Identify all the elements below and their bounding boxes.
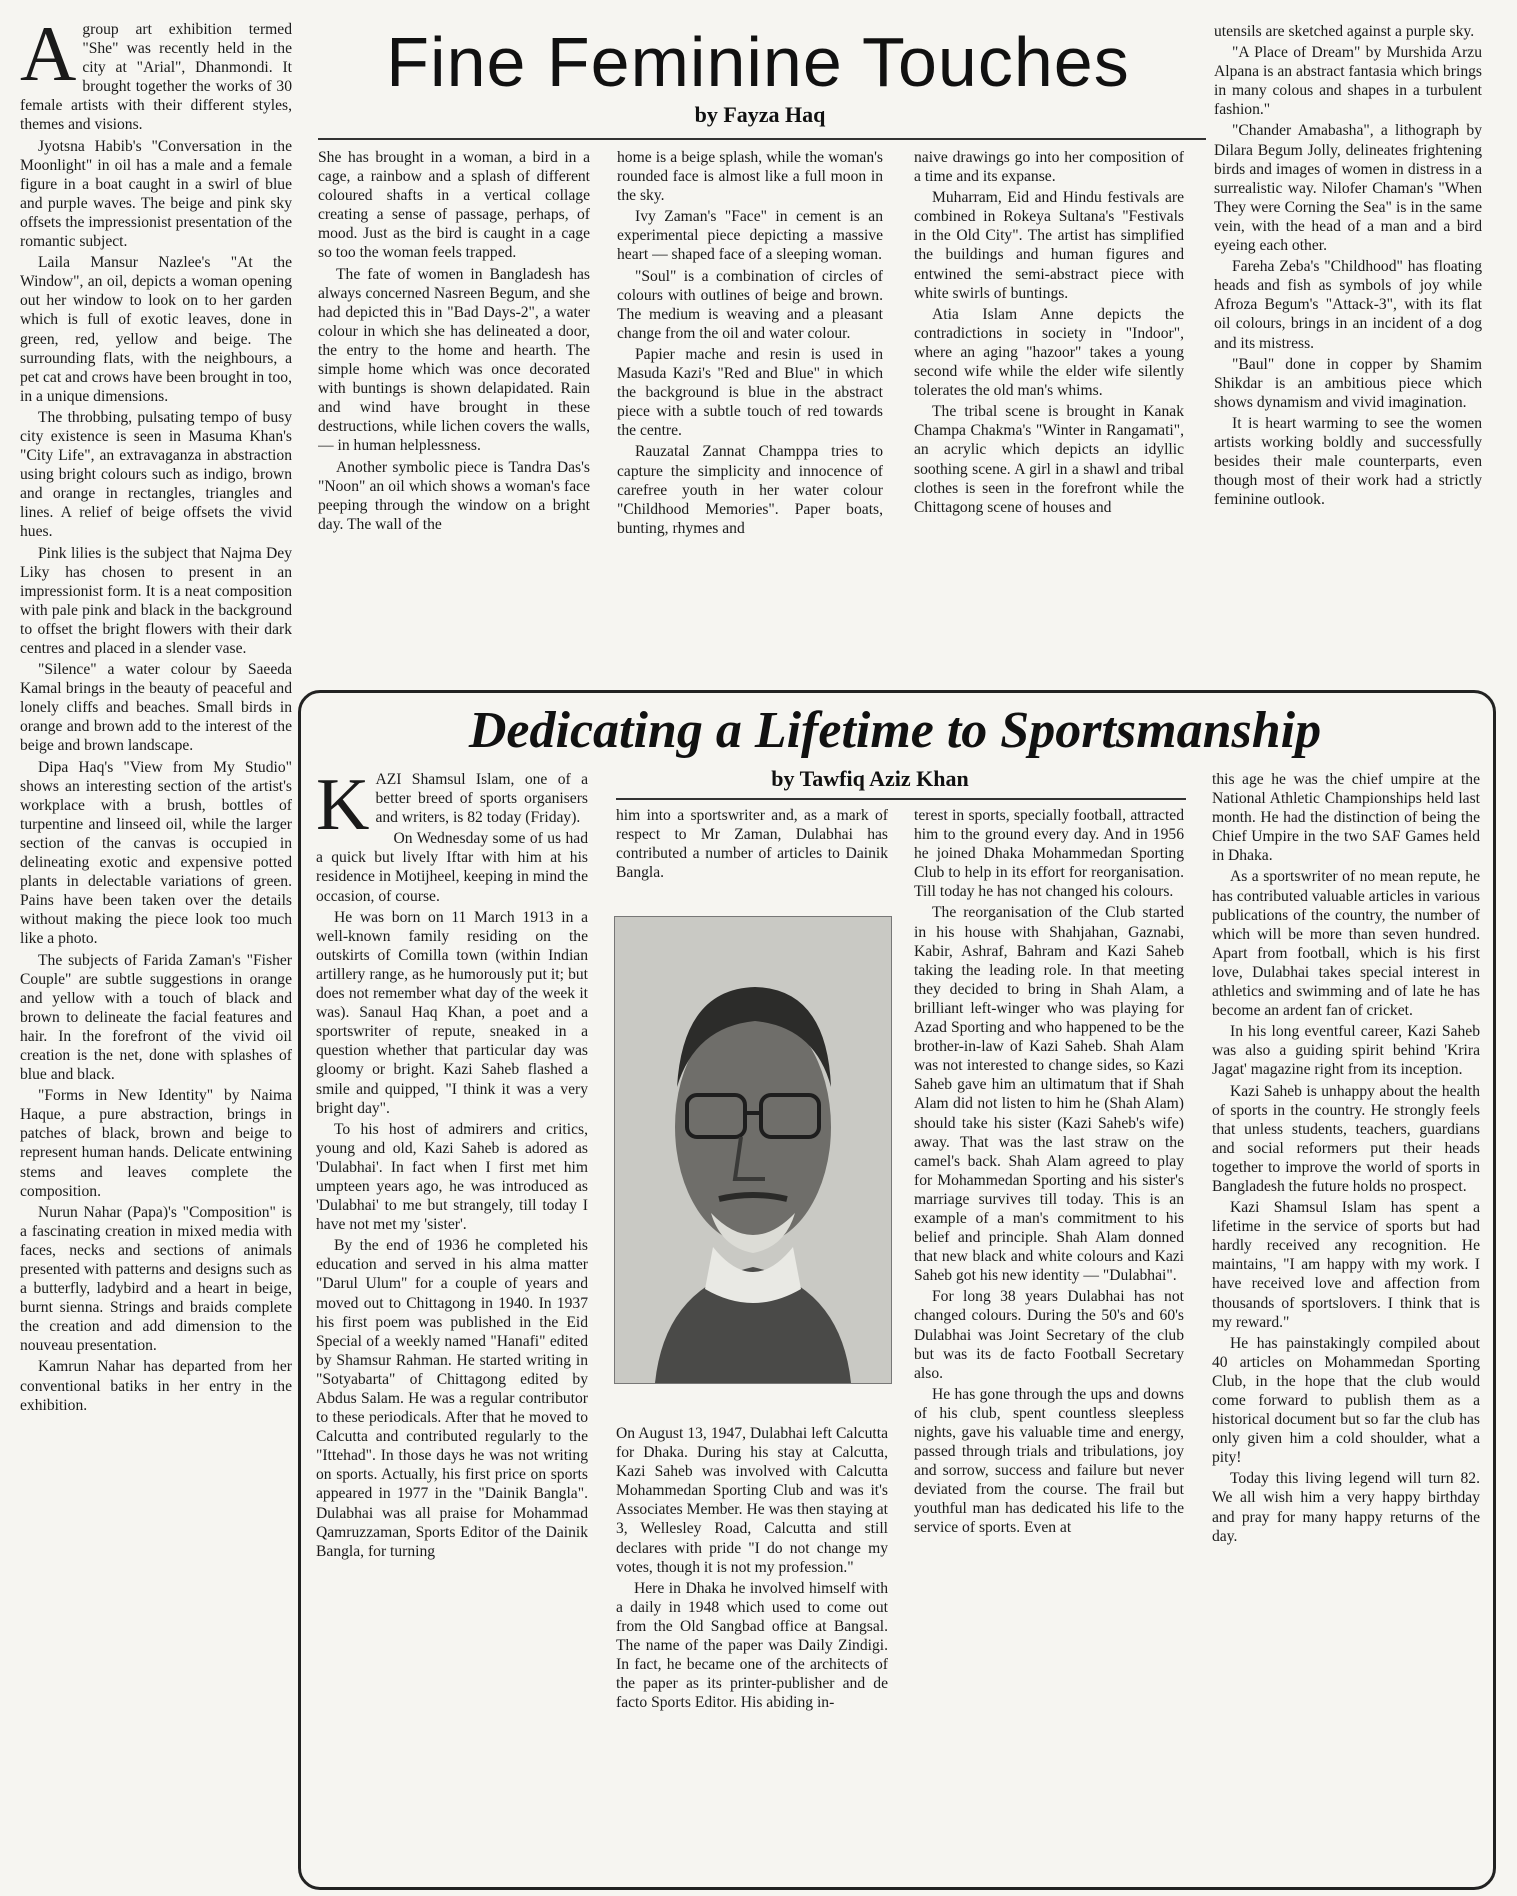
paragraph: Kamrun Nahar has departed from her conventional batiks in her entry in the exhibition.	[20, 1358, 292, 1414]
article1-column-2	[318, 148, 590, 674]
paragraph: Fareha Zeba's "Childhood" has floating heads and fish as symbols of joy while Afroza Begum's "Attack-3", with its flat oil colours, brings in an incident of a dog and its mistress.	[1214, 258, 1482, 352]
paragraph: He has painstakingly compiled about 40 articles on Mohammedan Sporting Club, in the hope that the club would come forward to publish them as a historical document but so far the club has only given him a cold shoulder, what a pity!	[1212, 1334, 1480, 1467]
paragraph: On Wednesday some of us had a quick but lively Iftar with him at his residence in Motijheel, keeping in mind the occasion, of course.	[316, 830, 588, 905]
article2-column-3	[914, 806, 1184, 1870]
paragraph: It is heart warming to see the women artists working boldly and successfully besides their male counterparts, even though most of their work had a strictly feminine outlook.	[1214, 414, 1482, 509]
article-headline-dedicating-a-lifetime: Dedicating a Lifetime to Sportsmanship	[468, 702, 1322, 759]
article1-column-3	[617, 148, 883, 674]
paragraph: Another symbolic piece is Tandra Das's "Noon" an oil which shows a woman's face peeping through the window on a bright day. The wall of the	[318, 458, 590, 533]
article1-column-1	[20, 20, 292, 1860]
paragraph: In his long eventful career, Kazi Saheb was also a guiding spirit behind 'Krira Jagat' magazine right from its inception.	[1212, 1023, 1480, 1079]
article-headline-fine-feminine-touches: Fine Feminine Touches	[386, 23, 1130, 101]
portrait-photo-kazi-shamsul-islam	[614, 916, 892, 1384]
byline-rule	[616, 798, 1186, 800]
paragraph: Kazi Saheb is unhappy about the health of sports in the country. He strongly feels that unless students, teachers, guardians and social reformers put their heads together to improve the world of sports in Bangladesh the future holds no prospect.	[1212, 1082, 1480, 1195]
article2-column-4	[1212, 770, 1480, 1870]
paragraph: Dipa Haq's "View from My Studio" shows an interesting section of the artist's workplace with a brush, bottles of turpentine and linseed oil, while the larger section of the canvas is occupied in delineating exotic and expensive potted plants in delectable variations of green. Pains have been taken over the details without making the piece look too much like a photo.	[20, 758, 292, 948]
article-byline-fayza-haq: by Fayza Haq	[694, 102, 826, 127]
paragraph: "Soul" is a combination of circles of colours with outlines of beige and brown. The medium is weaving and a pleasant change from the oil and water colour.	[617, 267, 883, 342]
paragraph: Laila Mansur Nazlee's "At the Window", an oil, depicts a woman opening out her window to look on to her garden which is full of exotic leaves, done in green, red, yellow and beige. The surrounding flats, with the neighbours, a pet cat and crows have been brought in too, in a unique dimensions.	[20, 254, 292, 405]
paragraph: By the end of 1936 he completed his education and served in his alma matter "Darul Ulum" for a couple of years and moved out to Chittagong in 1940. In 1937 his first poem was published in the Eid Special of a weekly named "Hanafi" edited by Shamsur Rahman. He started writing in "Sotyabarta" of Chittagong edited by Abdus Salam. He was a regular contributor to these periodicals. After that he moved to Calcutta and contributed regularly to the "Ittehad". In those days he was not writing on sports. Actually, his first price on sports appeared in 1977 in the "Dainik Bangla". Dulabhai was all praise for Mohammad Qamruzzaman, Sports Editor of the Dainik Bangla, for turning	[316, 1237, 588, 1560]
paragraph: Kazi Shamsul Islam has spent a lifetime in the service of sports but had hardly received any recognition. He maintains, "I am happy with my work. I have received love and affection from thousands of sportslovers. I think that is my reward."	[1212, 1199, 1480, 1331]
dropcap-letter: K	[316, 770, 370, 846]
article1-column-4	[914, 148, 1184, 674]
article2-column-2-top	[616, 806, 888, 906]
paragraph: Papier mache and resin is used in Masuda Kazi's "Red and Blue" in which the background is blue in the abstract piece with a subtle touch of red towards the centre.	[617, 345, 883, 440]
paragraph: home is a beige splash, while the woman's rounded face is almost like a full moon in the sky.	[617, 149, 883, 205]
dropcap-letter: A	[20, 20, 77, 97]
paragraph: He has gone through the ups and downs of his club, spent countless sleepless nights, gave his valuable time and energy, passed through trials and tribulations, joy and sorrow, success and failure but never deviated from the course. The frail but youthful man has dedicated his life to the service of sports. Even at	[914, 1385, 1184, 1537]
paragraph: As a sportswriter of no mean repute, he has contributed valuable articles in various publications of the country, the number of which will be more than seven hundred. Apart from football, which is his first love, Dulabhai takes special interest in athletics and swimming and of late he has become an ardent fan of cricket.	[1212, 868, 1480, 1020]
paragraph: utensils are sketched against a purple sky.	[1214, 23, 1475, 40]
paragraph: Pink lilies is the subject that Najma Dey Liky has chosen to present in an impressionist form. It is a neat composition with pale pink and black in the background to offset the bright flowers with their dark centres and placed in a slender vase.	[20, 544, 292, 657]
paragraph: The throbbing, pulsating tempo of busy city existence is seen in Masuma Khan's "City Life", an extravaganza in abstraction using bright colours such as indigo, brown and orange in rectangles, triangles and lines. A relief of beige offsets the vivid hues.	[20, 408, 292, 541]
paragraph: Rauzatal Zannat Champpa tries to capture the simplicity and innocence of carefree youth in her water colour "Childhood Memories". Paper boats, bunting, rhymes and	[617, 443, 883, 537]
paragraph: The reorganisation of the Club started in his house with Shahjahan, Gaznabi, Kabir, Ashraf, Bahram and Kazi Saheb taking the leading role. In that meeting they decided to bring in Shah Alam, a brilliant left-winger who was playing for Azad Sporting and who happened to be the brother-in-law of Kazi Saheb. Shah Alam was not interested to change sides, so Kazi Saheb gave him an ultimatum that if Shah Alam did not listen to him he (Shah Alam) should take his sister (Kazi Saheb's wife) away. That was the last straw on the camel's back. Shah Alam agreed to play for Mohammedan Sporting and his sister's marriage survives till today. This is an example of a man's commitment to his belief and principle. Shah Alam donned that new black and white colours and Kazi Saheb got his new identity — "Dulabhai".	[914, 904, 1184, 1285]
paragraph: To his host of admirers and critics, young and old, Kazi Saheb is adored as 'Dulabhai'. In fact when I first met him umpteen years ago, he was introduced as 'Dulabhai' to me but strangely, till today I have not met my 'sister'.	[316, 1120, 588, 1234]
paragraph: The tribal scene is brought in Kanak Champa Chakma's "Winter in Rangamati", an acrylic which depicts an idyllic soothing scene. A girl in a shawl and tribal clothes is seen in the forefront while the Chittagong scene of houses and	[914, 403, 1184, 516]
paragraph: "A Place of Dream" by Murshida Arzu Alpana is an abstract fantasia which brings in many colous and shapes in a turbulent fashion."	[1214, 44, 1482, 119]
paragraph: terest in sports, specially football, attracted him to the ground every day. And in 1956 he joined Dhaka Mohammedan Sporting Club to help in its effort for reorganisation. Till today he has not changed his colours.	[914, 807, 1184, 901]
portrait-illustration	[615, 917, 891, 1383]
paragraph: The fate of women in Bangladesh has always concerned Nasreen Begum, and she had depicted this in "Bad Days-2", a water colour in which she has delineated a door, the entry to the home and hearth. The simple home which was once decorated with buntings is shown delapidated. Rain and wind have brought in these destructions, while lichen covers the walls, — in human helplessness.	[318, 265, 590, 455]
paragraph: group art exhibition termed "She" was recently held in the city at "Arial", Dhanmondi. It brought together the works of 30 female artists with their different styles, themes and visions.	[20, 21, 292, 134]
paragraph: For long 38 years Dulabhai has not changed colours. During the 50's and 60's Dulabhai was Joint Secretary of the club but was its de facto Football Secretary also.	[914, 1288, 1184, 1382]
paragraph: "Chander Amabasha", a lithograph by Dilara Begum Jolly, delineates frightening birds and images of women in distress in a surrealistic way. Nilofer Chaman's "When They were Corning the Sea" is in the same vein, with the head of a man and a bird eyeing each other.	[1214, 122, 1482, 255]
article-byline-tawfiq-aziz-khan: by Tawfiq Aziz Khan	[771, 766, 969, 791]
paragraph: him into a sportswriter and, as a mark of respect to Mr Zaman, Dulabhai has contributed a number of articles to Dainik Bangla.	[616, 807, 888, 882]
paragraph: this age he was the chief umpire at the National Athletic Championships held last month. He had the distinction of being the Chief Umpire in the two SAF Games held in Dhaka.	[1212, 771, 1480, 865]
article1-column-5	[1214, 22, 1482, 674]
paragraph: Here in Dhaka he involved himself with a daily in 1948 which used to come out from the Old Sangbad office at Bangsal. The name of the paper was Daily Zindigi. In fact, he became one of the architects of the paper as its printer-publisher and de facto Sports Editor. His abiding in-	[616, 1579, 888, 1712]
paragraph: She has brought in a woman, a bird in a cage, a rainbow and a splash of different coloured shafts in a vertical collage creating a sense of passage, perhaps, of mood. Just as the bird is caught in a cage so too the woman feels trapped.	[318, 149, 590, 262]
paragraph: Muharram, Eid and Hindu festivals are combined in Rokeya Sultana's "Festivals in the Old City". The artist has simplified the buildings and human figures and entwined the semi-abstract piece with white swirls of buntings.	[914, 189, 1184, 302]
paragraph: "Silence" a water colour by Saeeda Kamal brings in the beauty of peaceful and lonely cliffs and beaches. Small birds in orange and brown add to the interest of the beige and brown landscape.	[20, 661, 292, 755]
paragraph: The subjects of Farida Zaman's "Fisher Couple" are subtle suggestions in orange and yellow with a touch of black and brown to delineate the facial features and hair. In the forefront of the vivid oil creation is the net, done with splashes of blue and black.	[20, 951, 292, 1084]
paragraph: On August 13, 1947, Dulabhai left Calcutta for Dhaka. During his stay at Calcutta, Kazi Saheb was involved with Calcutta Mohammedan Sporting Club and was it's Associates Member. He was then staying at 3, Wellesley Road, Calcutta and still declares with pride "I do not change my votes, though it is not my profession."	[616, 1425, 888, 1576]
paragraph: Ivy Zaman's "Face" in cement is an experimental piece depicting a massive heart — shaped face of a sleeping woman.	[617, 208, 883, 264]
paragraph: "Forms in New Identity" by Naima Haque, a pure abstraction, brings in patches of black, brown and beige to represent human hands. Delicate entwining stems and leaves complete the composition.	[20, 1087, 292, 1200]
headline-rule	[318, 138, 1206, 140]
paragraph: Today this living legend will turn 82. We all wish him a very happy birthday and pray for many happy returns of the day.	[1212, 1470, 1480, 1545]
paragraph: Jyotsna Habib's "Conversation in the Moonlight" in oil has a male and a female figure in a boat caught in a swirl of blue and purple waves. The beige and pink sky offsets the impressionist presentation of the romantic subject.	[20, 137, 292, 251]
paragraph: naive drawings go into her composition of a time and its expanse.	[914, 149, 1184, 186]
paragraph: "Baul" done in copper by Shamim Shikdar is an ambitious piece which shows dynamism and vivid imagination.	[1214, 355, 1482, 411]
paragraph: He was born on 11 March 1913 in a well-known family residing on the outskirts of Comilla town (within Indian artillery range, as he humorously put it; but does not remember what day of the week it was). Sanaul Haq Khan, a poet and a sportswriter of repute, sneaked in a question whether that particular day was gloomy or bright. Kazi Saheb flashed a smile and quipped, "I think it was a very bright day".	[316, 908, 588, 1117]
paragraph: Nurun Nahar (Papa)'s "Composition" is a fascinating creation in mixed media with faces, necks and sections of animals presented with patterns and designs such as a butterfly, ladybird and a heart in beige, burnt sienna. Strings and braids complete the creation and add dimension to the nouveau presentation.	[20, 1203, 292, 1355]
paragraph: AZI Shamsul Islam, one of a better breed of sports organisers and writers, is 82 today (Friday).	[375, 771, 588, 827]
article2-column-1	[316, 770, 588, 1870]
paragraph: Atia Islam Anne depicts the contradictions in society in "Indoor", where an aging "hazoor" takes a young second wife while the elder wife silently tolerates the old man's whims.	[914, 305, 1184, 400]
article2-column-2-bottom	[616, 1424, 888, 1844]
